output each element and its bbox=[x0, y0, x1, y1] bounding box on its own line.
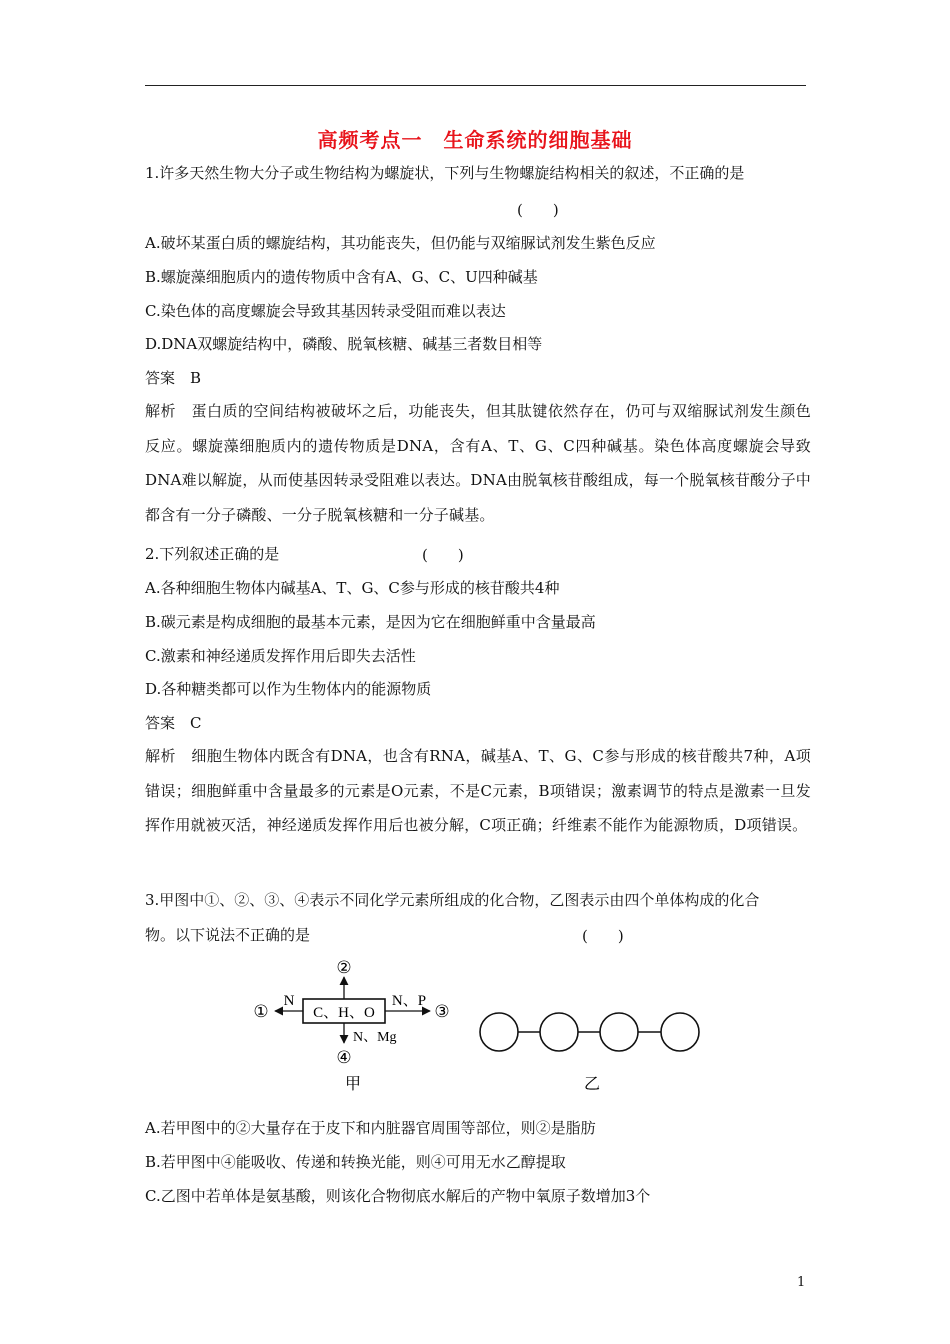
circled-2: ② bbox=[336, 958, 352, 978]
q3-option-b: B.若甲图中④能吸收、传递和转换光能，则④可用无水乙醇提取 bbox=[145, 1153, 566, 1171]
q2-option-d: D.各种糖类都可以作为生物体内的能源物质 bbox=[145, 680, 432, 698]
q2-option-b: B.碳元素是构成细胞的最基本元素，是因为它在细胞鲜重中含量最高 bbox=[145, 613, 596, 631]
q2-option-c: C.激素和神经递质发挥作用后即失去活性 bbox=[145, 647, 416, 665]
circled-3: ③ bbox=[434, 1002, 450, 1022]
down-label: N、Mg bbox=[353, 1030, 397, 1045]
q3-stem-line2: 物。以下说法不正确的是 bbox=[145, 926, 311, 944]
q1-option-b: B.螺旋藻细胞质内的遗传物质中含有A、G、C、U四种碱基 bbox=[145, 268, 538, 286]
q1-stem: 1.许多天然生物大分子或生物结构为螺旋状，下列与生物螺旋结构相关的叙述，不正确的是 bbox=[145, 164, 745, 182]
q1-answer: 答案 B bbox=[145, 369, 202, 387]
q2-answer: 答案 C bbox=[145, 714, 202, 732]
q3-bracket: ( ) bbox=[582, 927, 624, 945]
left-label: N bbox=[283, 993, 295, 1009]
monomer-4 bbox=[661, 1013, 699, 1051]
q2-stem: 2.下列叙述正确的是 bbox=[145, 545, 280, 563]
q1-option-d: D.DNA双螺旋结构中，磷酸、脱氧核糖、碱基三者数目相等 bbox=[145, 335, 543, 353]
header-rule bbox=[145, 85, 806, 86]
q3-option-a: A.若甲图中的②大量存在于皮下和内脏器官周围等部位，则②是脂肪 bbox=[145, 1119, 596, 1137]
q3-option-c: C.乙图中若单体是氨基酸，则该化合物彻底水解后的产物中氧原子数增加3个 bbox=[145, 1187, 651, 1205]
monomer-1 bbox=[480, 1013, 518, 1051]
q2-option-a: A.各种细胞生物体内碱基A、T、G、C参与形成的核苷酸共4种 bbox=[145, 579, 560, 597]
caption-jia: 甲 bbox=[344, 1074, 362, 1093]
section-title: 高频考点一 生命系统的细胞基础 bbox=[317, 128, 633, 152]
page-number: 1 bbox=[797, 1275, 806, 1290]
q2-analysis: 解析 细胞生物体内既含有DNA，也含有RNA，碱基A、T、G、C参与形成的核苷酸共7种，A项错误；细胞鲜重中含量最多的元素是O元素，不是C元素，B项错误；激素调节的特点是激素一旦发挥作用就被灭活，神经递质发挥作用后也被分解，C项正确；纤维素不能作为能源物质，D项错误。 bbox=[145, 747, 811, 834]
center-box-label: C、H、O bbox=[313, 1005, 375, 1021]
right-label: N、P bbox=[391, 993, 427, 1009]
q3-stem-line1: 3.甲图中①、②、③、④表示不同化学元素所组成的化合物，乙图表示由四个单体构成的化合 bbox=[145, 891, 760, 909]
caption-yi: 乙 bbox=[583, 1074, 601, 1093]
monomer-2 bbox=[540, 1013, 578, 1051]
q2-bracket: ( ) bbox=[422, 546, 464, 564]
monomer-3 bbox=[600, 1013, 638, 1051]
q1-analysis: 解析 蛋白质的空间结构被破坏之后，功能丧失，但其肽键依然存在，仍可与双缩脲试剂发生颜色反应。螺旋藻细胞质内的遗传物质是DNA，含有A、T、G、C四种碱基。染色体高度螺旋会导致DNA难以解旋，从而使基因转录受阻难以表达。DNA由脱氧核苷酸组成，每一个脱氧核苷酸分子中都含有一分子磷酸、一分子脱氧核糖和一分子碱基。 bbox=[145, 402, 811, 524]
circled-4: ④ bbox=[336, 1048, 352, 1068]
q1-option-c: C.染色体的高度螺旋会导致其基因转录受阻而难以表达 bbox=[145, 302, 506, 320]
q1-bracket: ( ) bbox=[517, 201, 559, 219]
q3-figure bbox=[245, 955, 715, 1095]
circled-1: ① bbox=[253, 1002, 269, 1022]
q1-option-a: A.破坏某蛋白质的螺旋结构，其功能丧失，但仍能与双缩脲试剂发生紫色反应 bbox=[145, 234, 656, 252]
